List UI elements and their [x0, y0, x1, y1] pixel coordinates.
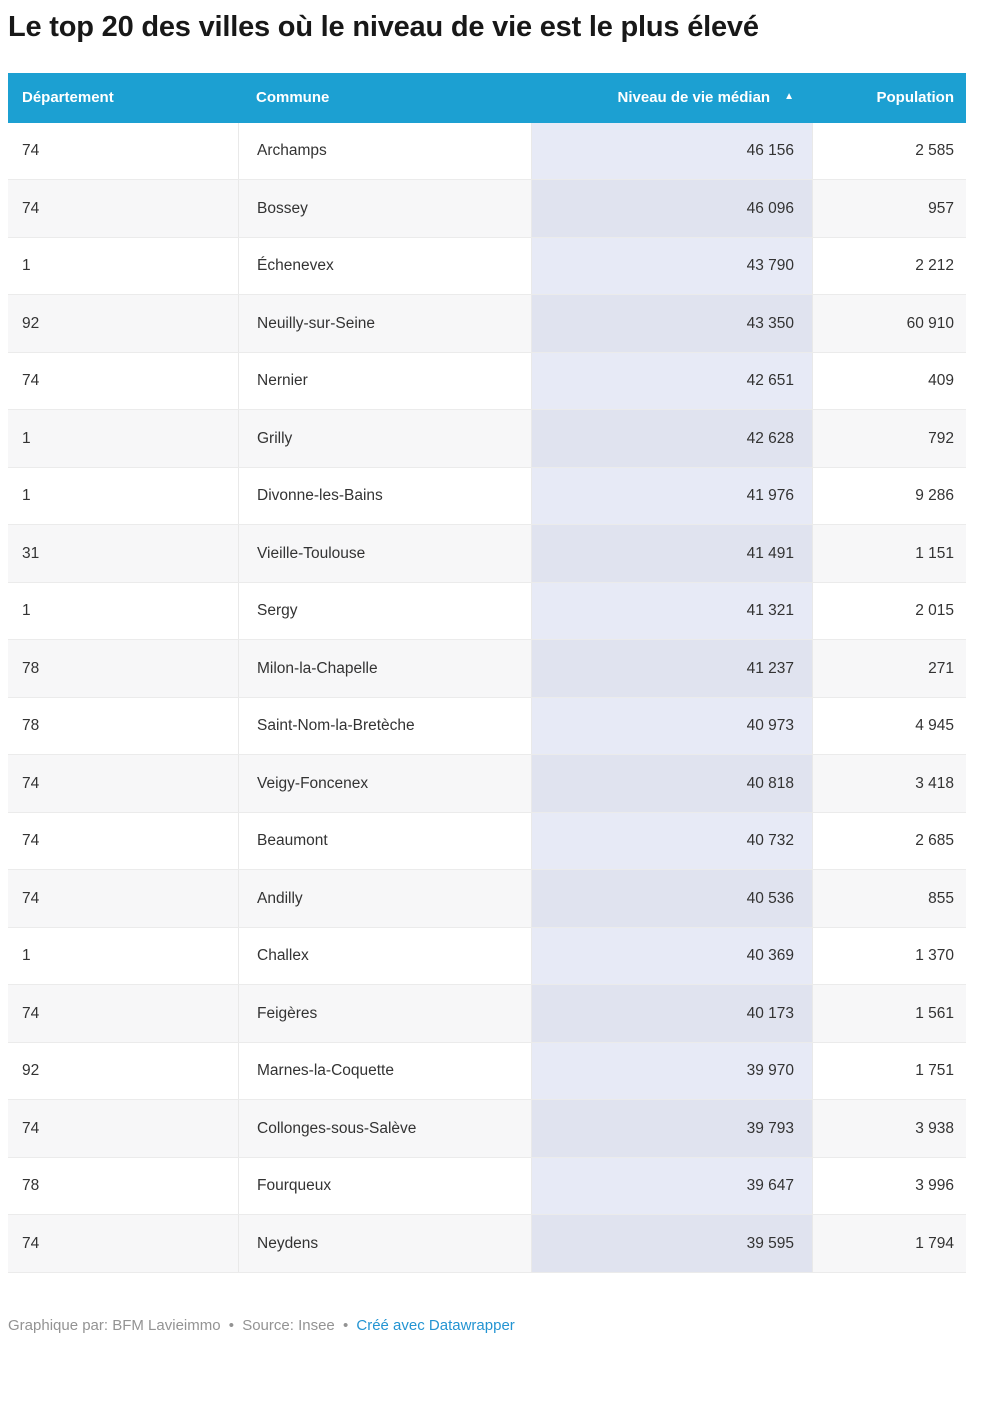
- cell-departement: 78: [22, 717, 40, 735]
- cell-population: 3 996: [812, 1158, 966, 1215]
- table-row: [8, 698, 966, 756]
- table-row: [8, 238, 966, 296]
- table-row: [8, 468, 966, 526]
- cell-departement: 74: [22, 1119, 40, 1137]
- table-row: [8, 410, 966, 468]
- cell-niveau-de-vie: 39 970: [531, 1043, 812, 1100]
- footer-separator: •: [342, 1316, 349, 1334]
- cell-population: 3 418: [812, 755, 966, 812]
- column-header-niveau-de-vie[interactable]: [531, 73, 812, 123]
- table-row: [8, 180, 966, 238]
- cell-population: 1 561: [812, 985, 966, 1042]
- sort-ascending-icon[interactable]: ▲: [784, 91, 794, 103]
- cell-niveau-de-vie: 39 595: [531, 1215, 812, 1272]
- cell-commune: Marnes-la-Coquette: [238, 1043, 531, 1100]
- cell-departement: 1: [22, 947, 31, 965]
- cell-departement: 92: [22, 1062, 40, 1080]
- footer: [8, 1317, 974, 1334]
- cell-niveau-de-vie: 41 321: [531, 583, 812, 640]
- column-header-label: Département: [22, 89, 114, 107]
- cell-niveau-de-vie: 40 369: [531, 928, 812, 985]
- cell-commune: Sergy: [238, 583, 531, 640]
- table-row: [8, 640, 966, 698]
- cell-commune: Nernier: [238, 353, 531, 410]
- cell-niveau-de-vie: 40 818: [531, 755, 812, 812]
- cell-commune: Andilly: [238, 870, 531, 927]
- cell-commune: Neydens: [238, 1215, 531, 1272]
- cell-population: 9 286: [812, 468, 966, 525]
- cell-commune: Vieille-Toulouse: [238, 525, 531, 582]
- page-title: Le top 20 des villes où le niveau de vie est le plus élevé: [8, 11, 759, 43]
- cell-departement: 74: [22, 774, 40, 792]
- cell-departement: 1: [22, 487, 31, 505]
- cell-niveau-de-vie: 40 732: [531, 813, 812, 870]
- cell-niveau-de-vie: 41 237: [531, 640, 812, 697]
- datawrapper-attribution-link[interactable]: Créé avec Datawrapper: [356, 1316, 515, 1334]
- column-header-label: Population: [876, 89, 954, 107]
- cell-niveau-de-vie: 43 790: [531, 238, 812, 295]
- cell-population: 1 794: [812, 1215, 966, 1272]
- cell-departement: 74: [22, 199, 40, 217]
- cell-commune: Archamps: [238, 123, 531, 180]
- cell-departement: 74: [22, 142, 40, 160]
- cell-commune: Fourqueux: [238, 1158, 531, 1215]
- cell-population: 855: [812, 870, 966, 927]
- cell-population: 4 945: [812, 698, 966, 755]
- table-row: [8, 1043, 966, 1101]
- cell-commune: Feigères: [238, 985, 531, 1042]
- cell-commune: Saint-Nom-la-Bretèche: [238, 698, 531, 755]
- cell-niveau-de-vie: 42 628: [531, 410, 812, 467]
- cell-commune: Échenevex: [238, 238, 531, 295]
- table-row: [8, 295, 966, 353]
- cell-niveau-de-vie: 40 536: [531, 870, 812, 927]
- cell-departement: 78: [22, 659, 40, 677]
- cell-population: 957: [812, 180, 966, 237]
- table-row: [8, 755, 966, 813]
- data-table: [8, 73, 966, 1273]
- cell-commune: Neuilly-sur-Seine: [238, 295, 531, 352]
- cell-departement: 78: [22, 1177, 40, 1195]
- cell-commune: Milon-la-Chapelle: [238, 640, 531, 697]
- cell-population: 2 015: [812, 583, 966, 640]
- cell-population: 1 370: [812, 928, 966, 985]
- cell-departement: 31: [22, 544, 40, 562]
- cell-niveau-de-vie: 43 350: [531, 295, 812, 352]
- table-row: [8, 123, 966, 181]
- table-row: [8, 1158, 966, 1216]
- table-row: [8, 928, 966, 986]
- table-row: [8, 870, 966, 928]
- cell-niveau-de-vie: 40 173: [531, 985, 812, 1042]
- cell-population: 271: [812, 640, 966, 697]
- table-row: [8, 583, 966, 641]
- cell-departement: 74: [22, 889, 40, 907]
- cell-population: 2 212: [812, 238, 966, 295]
- cell-departement: 92: [22, 314, 40, 332]
- column-header-commune[interactable]: [238, 73, 531, 123]
- table-header: [8, 73, 966, 123]
- cell-commune: Beaumont: [238, 813, 531, 870]
- cell-population: 2 685: [812, 813, 966, 870]
- cell-population: 3 938: [812, 1100, 966, 1157]
- cell-commune: Grilly: [238, 410, 531, 467]
- cell-commune: Bossey: [238, 180, 531, 237]
- table-row: [8, 353, 966, 411]
- cell-departement: 74: [22, 832, 40, 850]
- footer-separator: •: [228, 1316, 235, 1334]
- cell-commune: Challex: [238, 928, 531, 985]
- cell-population: 60 910: [812, 295, 966, 352]
- column-header-population[interactable]: [812, 73, 966, 123]
- cell-commune: Collonges-sous-Salève: [238, 1100, 531, 1157]
- table-row: [8, 1215, 966, 1273]
- cell-niveau-de-vie: 40 973: [531, 698, 812, 755]
- cell-departement: 1: [22, 602, 31, 620]
- cell-population: 792: [812, 410, 966, 467]
- cell-departement: 74: [22, 372, 40, 390]
- table-body: [8, 123, 966, 1273]
- cell-niveau-de-vie: 46 096: [531, 180, 812, 237]
- cell-niveau-de-vie: 46 156: [531, 123, 812, 180]
- column-header-label: Niveau de vie médian: [617, 89, 771, 107]
- column-header-label: Commune: [256, 89, 330, 107]
- column-header-departement[interactable]: [8, 73, 238, 123]
- cell-population: 1 751: [812, 1043, 966, 1100]
- table-row: [8, 525, 966, 583]
- table-row: [8, 1100, 966, 1158]
- cell-niveau-de-vie: 42 651: [531, 353, 812, 410]
- cell-niveau-de-vie: 41 491: [531, 525, 812, 582]
- table-row: [8, 985, 966, 1043]
- cell-niveau-de-vie: 41 976: [531, 468, 812, 525]
- cell-commune: Divonne-les-Bains: [238, 468, 531, 525]
- footer-byline: Graphique par: BFM Lavieimmo: [8, 1316, 221, 1334]
- footer-source: Source: Insee: [242, 1316, 335, 1334]
- cell-population: 2 585: [812, 123, 966, 180]
- cell-population: 1 151: [812, 525, 966, 582]
- cell-departement: 1: [22, 257, 31, 275]
- cell-departement: 74: [22, 1004, 40, 1022]
- cell-departement: 1: [22, 429, 31, 447]
- cell-niveau-de-vie: 39 793: [531, 1100, 812, 1157]
- table-row: [8, 813, 966, 871]
- cell-commune: Veigy-Foncenex: [238, 755, 531, 812]
- cell-population: 409: [812, 353, 966, 410]
- cell-niveau-de-vie: 39 647: [531, 1158, 812, 1215]
- cell-departement: 74: [22, 1234, 40, 1252]
